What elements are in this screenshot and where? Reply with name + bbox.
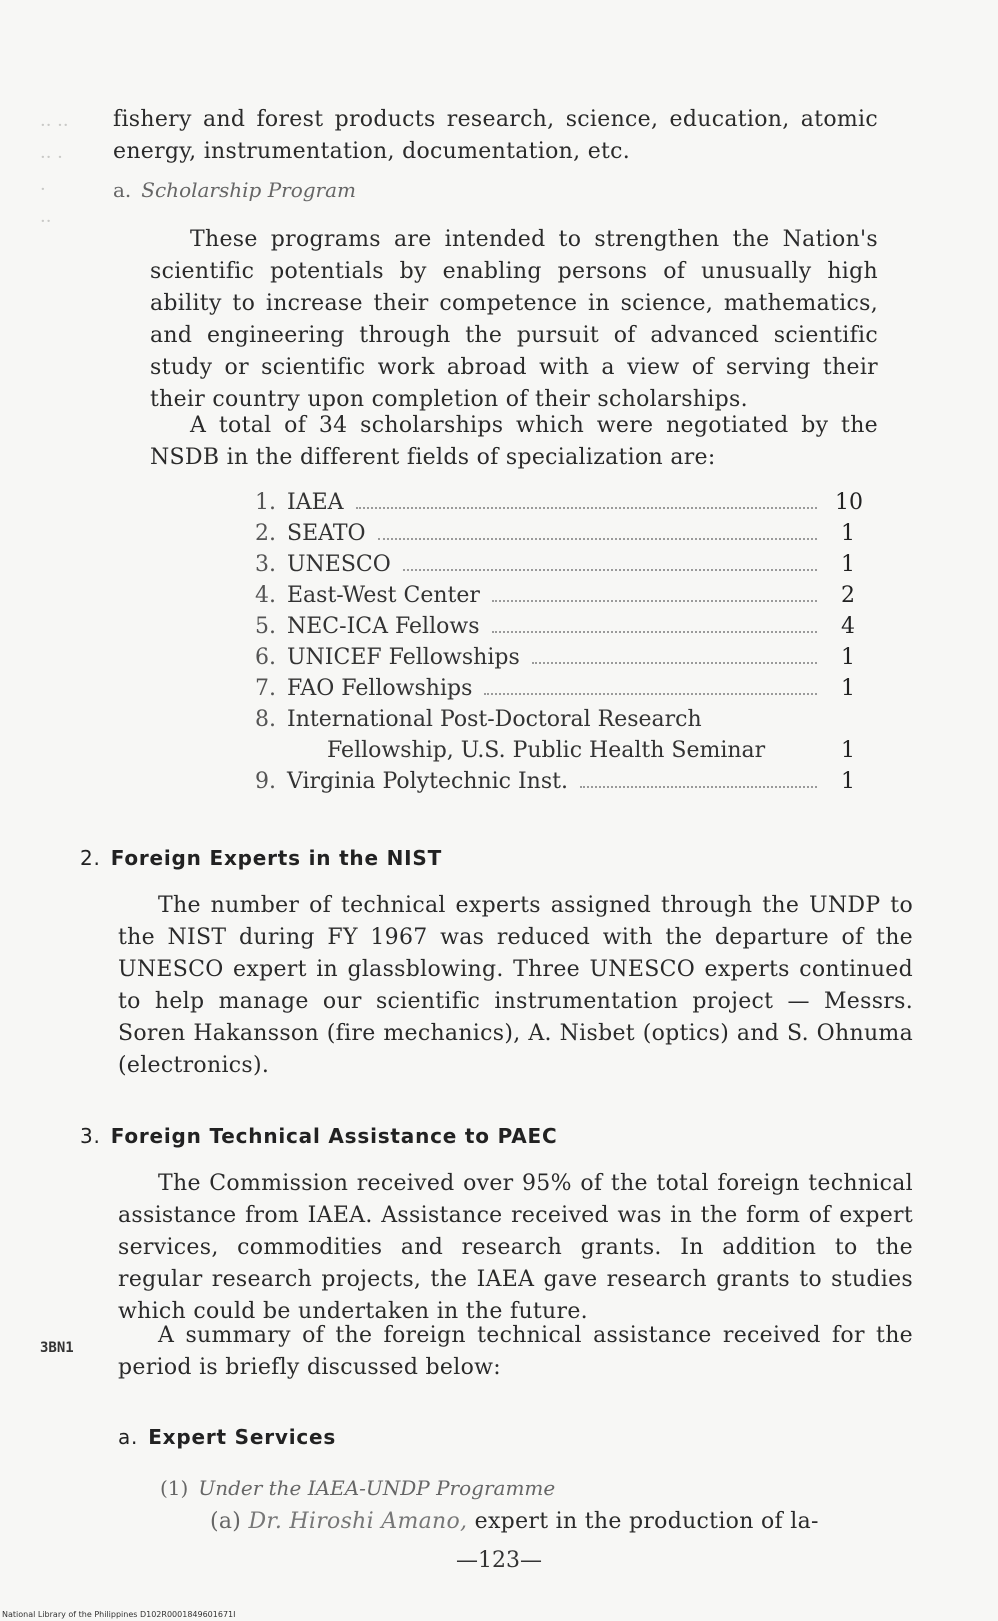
list-item [255,521,855,552]
list-item-index: 5. [255,614,276,639]
dot-leader [403,569,817,571]
section-2-title: Foreign Experts in the NIST [110,846,443,870]
list-item-name-block [287,707,835,769]
dot-leader [356,507,817,509]
scholarship-paragraph-1: These programs are intended to strengthen the Nation's scientific potentials by enabling persons of unusually high ability to increase their competence in science, mathematics, and engineering through the pursuit of advanced scientific study or scientific work abroad with a view of serving their their country upon completion of their scholarships. [150,227,878,412]
list-item-name: NEC-ICA Fellows [287,614,480,639]
scholarship-paragraph-2: A total of 34 scholarships which were negotiated by the NSDB in the different fields of specialization are: [150,413,878,470]
page-number: —123— [456,1548,542,1573]
list-item [255,769,855,800]
list-item [255,645,855,676]
list-item-count: 1 [841,645,855,670]
list-item [255,614,855,645]
list-item-index: 6. [255,645,276,670]
list-item-name-line2: Fellowship, U.S. Public Health Seminar [327,738,766,763]
list-item [255,583,855,614]
bleed-through-text: ·· ·· ·· · · ·· [40,115,69,232]
section-3a-heading [118,1425,336,1449]
section-2-heading [80,846,442,870]
list-item-index: 3. [255,552,276,577]
section-3a-title: Expert Services [148,1425,337,1449]
section-3-title: Foreign Technical Assistance to PAEC [110,1124,558,1148]
list-item-name: SEATO [287,521,366,546]
list-item-count: 1 [841,552,855,577]
section-3a-label: a. [118,1425,139,1449]
list-item-name-continued [287,738,835,769]
list-item-count: 10 [835,490,863,515]
sub-1a-line [210,1506,910,1538]
list-item-count: 1 [841,521,855,546]
list-item-index: 2. [255,521,276,546]
list-item-index: 1. [255,490,276,515]
sub-1-label: (1) [160,1476,189,1500]
intro-paragraph: fishery and forest products research, science, education, atomic energy, instrumentation, documentation, etc. [113,107,878,164]
margin-stamp: 3BN1 [40,1340,74,1356]
list-item-index: 7. [255,676,276,701]
list-item-name: Virginia Polytechnic Inst. [287,769,568,794]
footer-credit: National Library of the Philippines D102R0001849601671I [2,1610,236,1619]
sub-1a-label: (a) [210,1509,242,1534]
list-item-name: UNESCO [287,552,391,577]
section-a-heading [113,178,356,202]
section-a-title: Scholarship Program [141,178,356,202]
dot-leader [580,786,817,788]
dot-leader [378,538,817,540]
sub-1a-text: expert in the production of la- [474,1509,819,1534]
list-item [255,707,855,769]
sub-1a-name: Dr. Hiroshi Amano, [248,1509,468,1534]
list-item-name: FAO Fellowships [287,676,473,701]
list-item [255,490,863,521]
list-item-count: 1 [841,676,855,701]
list-item-count: 1 [841,738,855,763]
list-item-count: 2 [841,583,855,608]
list-item [255,676,855,707]
section-3-paragraph-1: The Commission received over 95% of the total foreign technical assistance from IAEA. Assistance received was in the form of expert services, commodities and research grants. In addition to the regular research projects, the IAEA gave research grants to studies which could be undertaken in the future. [118,1171,913,1324]
list-item-count: 1 [841,769,855,794]
section-3-paragraph-2: A summary of the foreign technical assistance received for the period is briefly discussed below: [118,1323,913,1380]
list-item-name: IAEA [287,490,344,515]
section-2-number: 2. [80,846,101,870]
dot-leader [532,662,817,664]
list-item [255,552,855,583]
dot-leader [492,600,817,602]
section-3-heading [80,1124,557,1148]
list-item-name: International Post-Doctoral Research [287,707,702,732]
list-item-name: East-West Center [287,583,480,608]
section-a-label: a. [113,178,132,202]
sub-1-title: Under the IAEA-UNDP Programme [198,1476,556,1500]
dot-leader [492,631,818,633]
list-item-index: 9. [255,769,276,794]
list-item-index: 8. [255,707,276,732]
section-3-number: 3. [80,1124,101,1148]
sub-1-heading [160,1476,555,1500]
list-item-count: 4 [841,614,855,639]
list-item-name: UNICEF Fellowships [287,645,520,670]
list-item-index: 4. [255,583,276,608]
section-2-paragraph: The number of technical experts assigned through the UNDP to the NIST during FY 1967 was reduced with the departure of the UNESCO expert in glassblowing. Three UNESCO experts continued to help manage our scientific instrumentation project — Messrs. Soren Hakansson (fire mechanics), A. Nisbet (optics) and S. Ohnuma (electronics). [118,893,913,1078]
dot-leader [484,693,817,695]
scholarship-list [255,490,863,800]
